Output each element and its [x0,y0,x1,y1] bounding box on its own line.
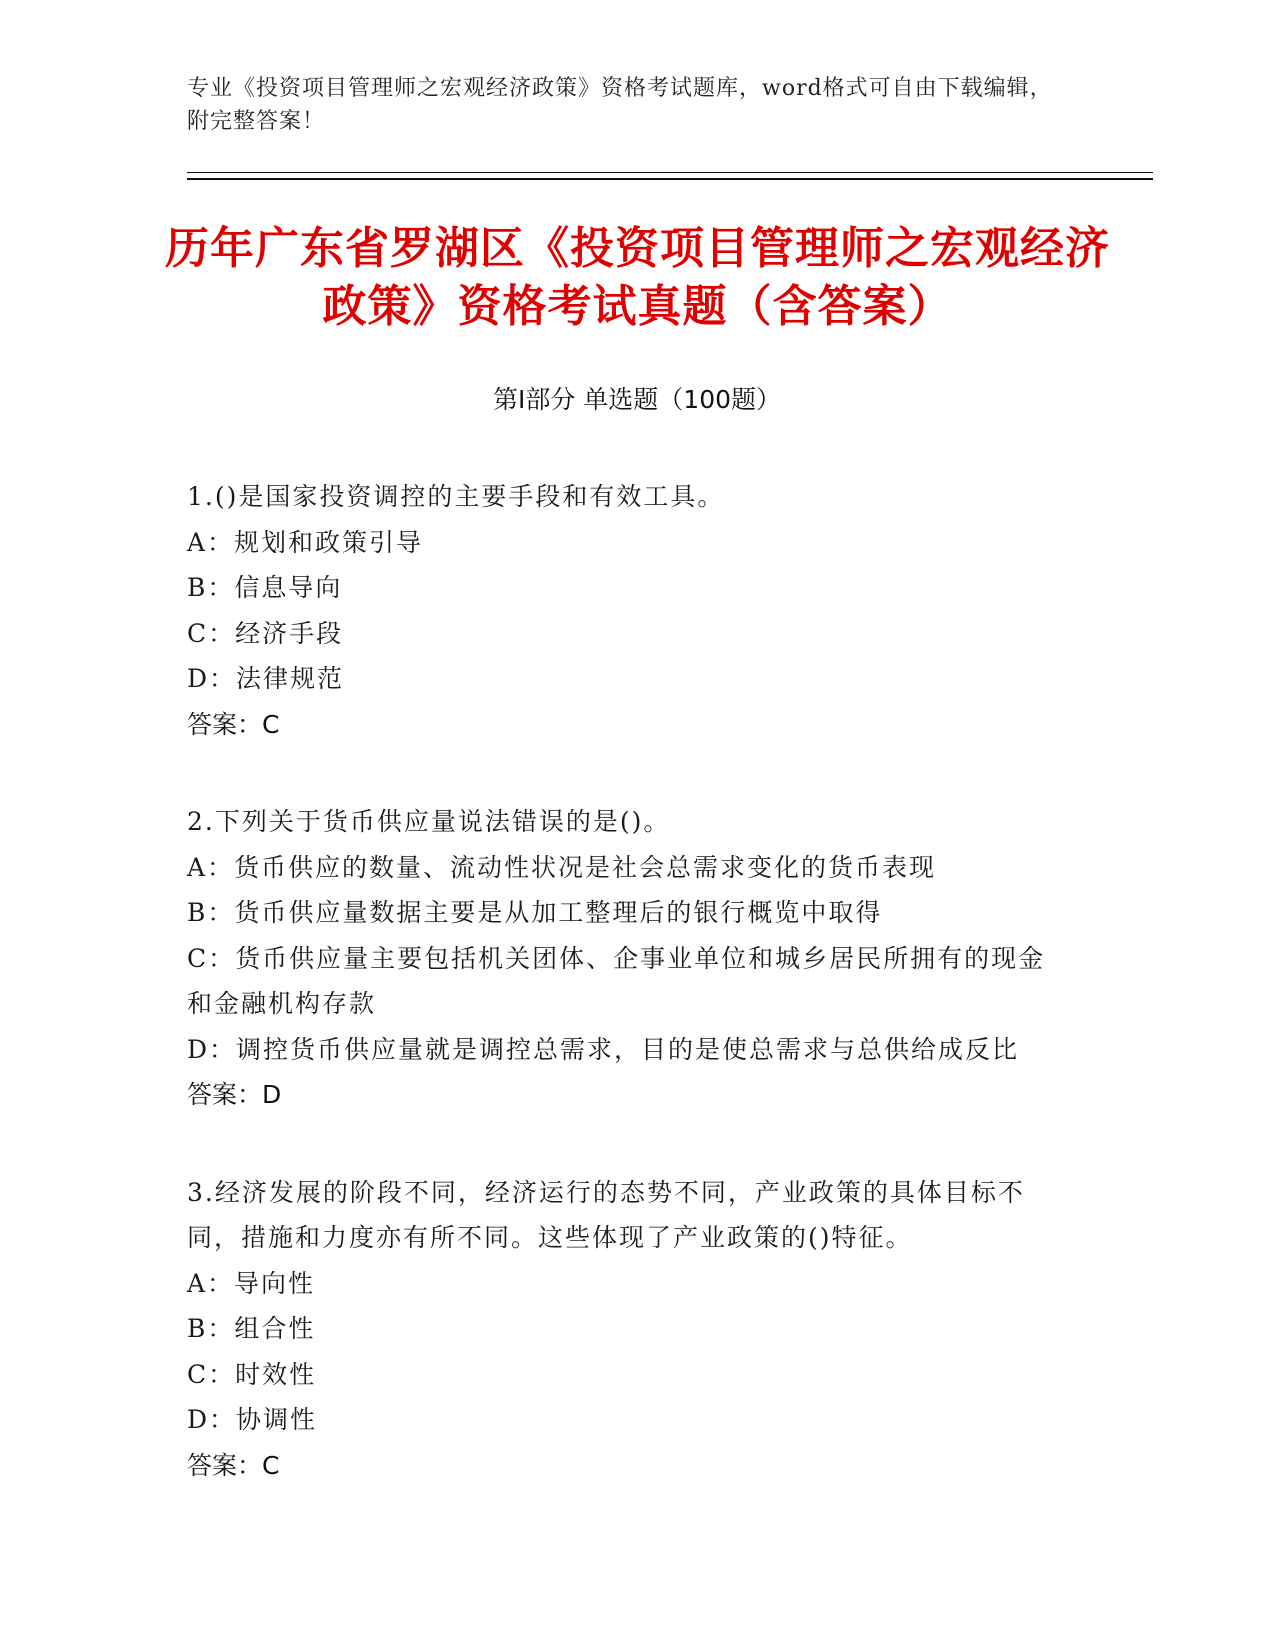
question-list [187,474,1067,1540]
answer: 答案：D [187,1080,282,1109]
answer: 答案：C [187,709,280,739]
question-3 [187,1170,1067,1489]
header-divider-thin [187,172,1153,173]
header-note: 专业《投资项目管理师之宏观经济政策》资格考试题库，word格式可自由下载编辑，附完整答案！ [187,76,1053,134]
document-title: 历年广东省罗湖区《投资项目管理师之宏观经济政策》资格考试真题（含答案） [165,223,1110,332]
header-divider-thick [187,178,1153,180]
option-d: D：协调性 [187,1405,318,1434]
option-c: C：时效性 [187,1359,317,1389]
section-title: 第Ⅰ部分 单选题（100题） [492,385,782,414]
option-b: B：信息导向 [187,573,343,602]
option-a: A：货币供应的数量、流动性状况是社会总需求变化的货币表现 [187,852,937,882]
option-b: B：组合性 [187,1314,316,1343]
option-d: D：法律规范 [187,664,345,693]
question-1 [187,474,1067,747]
question-stem: 3.经济发展的阶段不同，经济运行的态势不同，产业政策的具体目标不同，措施和力度亦有所不同。这些体现了产业政策的()特征。 [187,1177,1025,1252]
question-stem: 2.下列关于货币供应量说法错误的是()。 [187,807,671,836]
option-b: B：货币供应量数据主要是从加工整理后的银行概览中取得 [187,898,883,927]
question-2 [187,799,1067,1118]
option-a: A：导向性 [187,1268,316,1298]
option-c: C：经济手段 [187,618,344,648]
option-a: A：规划和政策引导 [187,527,424,557]
option-c: C：货币供应量主要包括机关团体、企事业单位和城乡居民所拥有的现金和金融机构存款 [187,943,1046,1018]
answer: 答案：C [187,1450,280,1480]
question-stem: 1.()是国家投资调控的主要手段和有效工具。 [187,482,725,511]
option-d: D：调控货币供应量就是调控总需求，目的是使总需求与总供给成反比 [187,1034,1020,1064]
